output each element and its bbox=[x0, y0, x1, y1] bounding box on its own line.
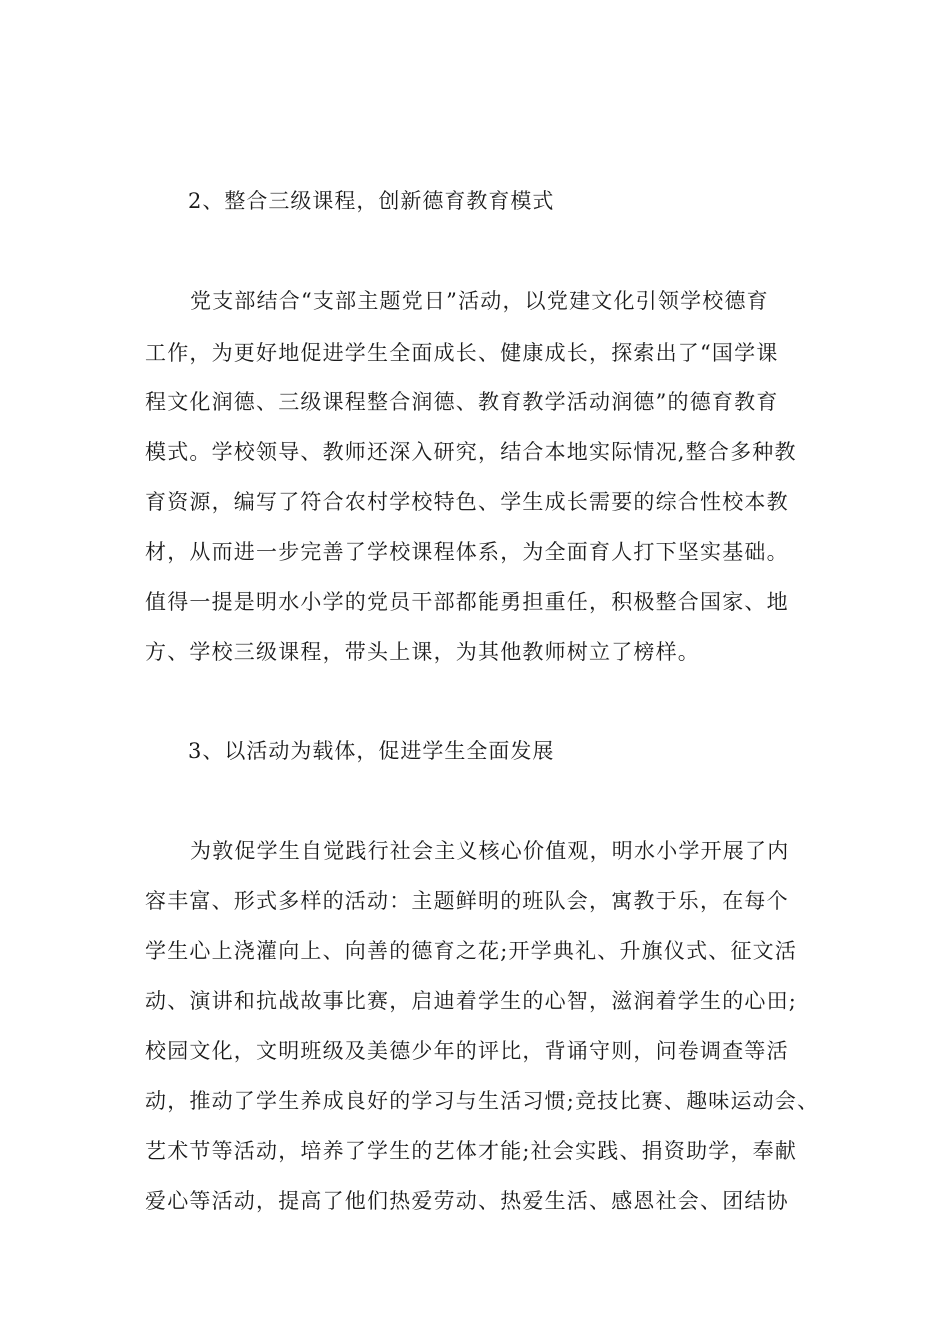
paragraph-line: 爱心等活动，提高了他们热爱劳动、热爱生活、感恩社会、团结协 bbox=[145, 1189, 789, 1213]
paragraph-line: 校园文化，文明班级及美德少年的评比，背诵守则，问卷调查等活 bbox=[145, 1039, 789, 1063]
paragraph-line: 值得一提是明水小学的党员干部都能勇担重任，积极整合国家、地 bbox=[145, 590, 789, 614]
paragraph-line: 动、演讲和抗战故事比赛，启迪着学生的心智，滋润着学生的心田; bbox=[145, 989, 798, 1013]
paragraph-line: 工作，为更好地促进学生全面成长、健康成长，探索出了“国学课 bbox=[145, 341, 779, 365]
paragraph-line: 学生心上浇灌向上、向善的德育之花;开学典礼、升旗仪式、征文活 bbox=[145, 939, 798, 963]
paragraph-line: 模式。学校领导、教师还深入研究，结合本地实际情况,整合多种教 bbox=[145, 440, 797, 464]
section-heading-2: 2、整合三级课程，创新德育教育模式 bbox=[188, 189, 555, 213]
section-heading-3: 3、以活动为载体，促进学生全面发展 bbox=[188, 739, 555, 763]
paragraph-line: 艺术节等活动，培养了学生的艺体才能;社会实践、捐资助学，奉献 bbox=[145, 1139, 798, 1163]
paragraph-line: 方、学校三级课程，带头上课，为其他教师树立了榜样。 bbox=[145, 640, 700, 664]
paragraph-line: 程文化润德、三级课程整合润德、教育教学活动润德”的德育教育 bbox=[145, 390, 779, 414]
paragraph-line: 党支部结合“支部主题党日”活动，以党建文化引领学校德育 bbox=[190, 289, 769, 313]
paragraph-line: 为敦促学生自觉践行社会主义核心价值观，明水小学开展了内 bbox=[190, 839, 790, 863]
paragraph-line: 动，推动了学生养成良好的学习与生活习惯;竞技比赛、趣味运动会、 bbox=[145, 1089, 820, 1113]
paragraph-line: 育资源，编写了符合农村学校特色、学生成长需要的综合性校本教 bbox=[145, 490, 789, 514]
paragraph-line: 容丰富、形式多样的活动：主题鲜明的班队会，寓教于乐，在每个 bbox=[145, 889, 789, 913]
paragraph-line: 材，从而进一步完善了学校课程体系，为全面育人打下坚实基础。 bbox=[145, 540, 789, 564]
